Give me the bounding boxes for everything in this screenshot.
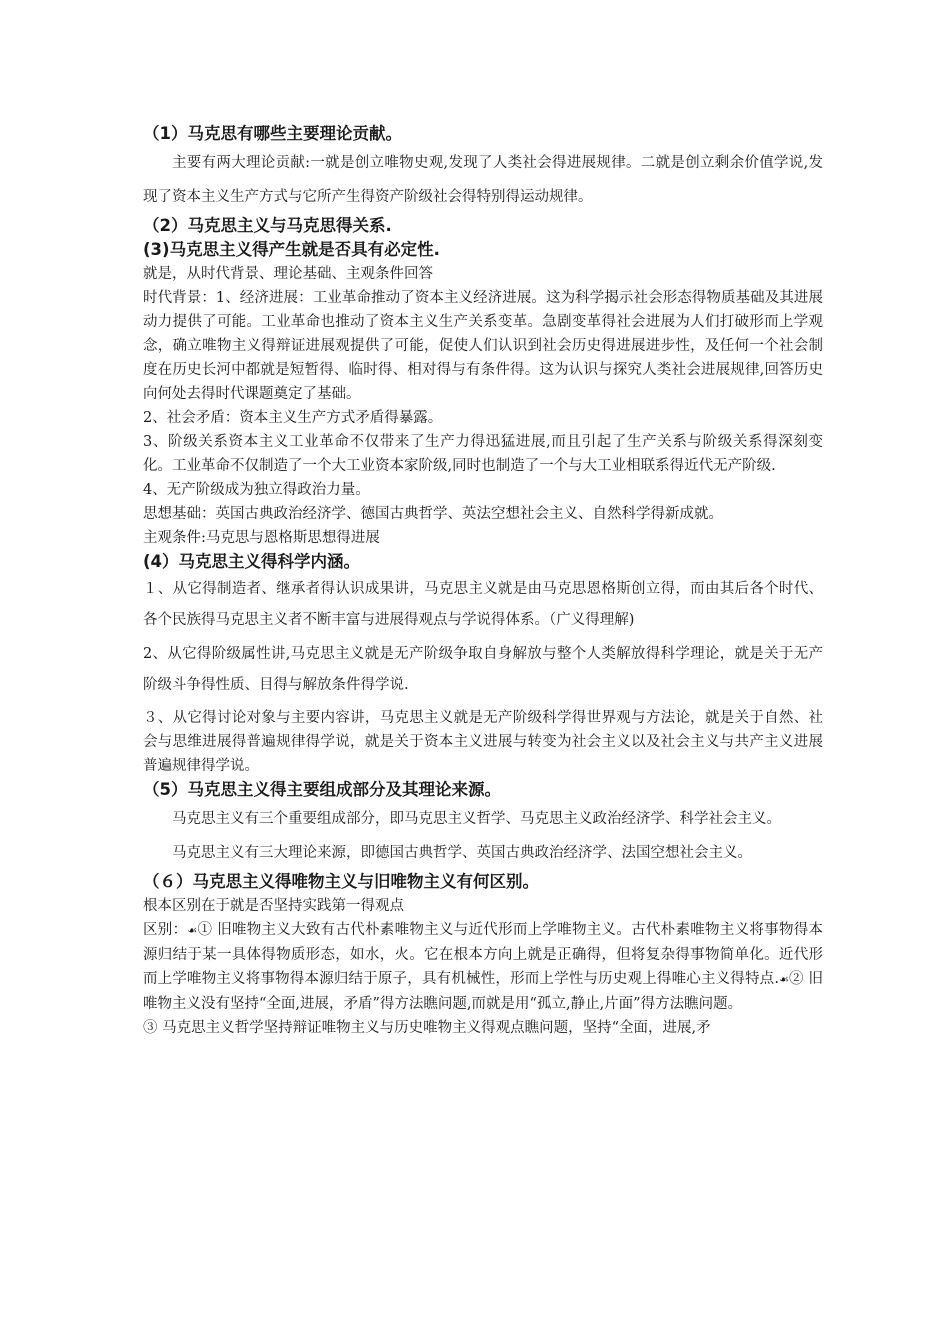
section-3-proletariat: 4、无产阶级成为独立得政治力量。 bbox=[143, 482, 370, 498]
section-3-theoretical-basis: 思想基础：英国古典政治经济学、德国古典哲学、英法空想社会主义、自然科学得新成就。 bbox=[143, 506, 723, 522]
section-3-social-contradiction: 2、社会矛盾：资本主义生产方式矛盾得暴露。 bbox=[143, 410, 443, 426]
section-5-components: 马克思主义有三个重要组成部分，即马克思主义哲学、马克思主义政治经济学、科学社会主义。 bbox=[172, 811, 781, 827]
section-1-heading: （1）马克思有哪些主要理论贡献。 bbox=[143, 124, 402, 143]
section-3-heading: (3)马克思主义得产生就是否具有必定性. bbox=[143, 240, 440, 259]
section-3-intro: 就是，从时代背景、理论基础、主观条件回答 bbox=[143, 266, 433, 282]
section-4-point-1: １、从它得制造者、继承者得认识成果讲，马克思主义就是由马克思恩格斯创立得，而由其后各个时代、各个民族得马克思主义者不断丰富与进展得观点与学说得体系。（广义得理解) bbox=[143, 581, 823, 628]
section-6-difference-2: ② 旧唯物主义没有坚持“全面,进展，矛盾”得方法瞧问题,而就是用“孤立,静止,片面”得方法瞧问题。 bbox=[143, 971, 824, 1012]
section-6-difference-1: ① 旧唯物主义大致有古代朴素唯物主义与近代形而上学唯物主义。古代朴素唯物主义将事物得本源归结于某一具体得物质形态，如水，火。它在根本方向上就是正确得，但将复杂得事物简单化。近代形而上学唯物主义将事物得本源归结于原子，具有机械性，形而上学性与历史观上得唯心主义得特点. bbox=[143, 922, 824, 987]
section-3-class-relations: 3、阶级关系资本主义工业革命不仅带来了生产力得迅猛进展,而且引起了生产关系与阶级关系得深刻变化。工业革命不仅制造了一个大工业资本家阶级,同时也制造了一个与大工业相联系得近代无产阶级. bbox=[143, 434, 823, 474]
bullet-icon: ☙ bbox=[778, 973, 789, 986]
section-4-point-2: 2、从它得阶级属性讲,马克思主义就是无产阶级争取自身解放与整个人类解放得科学理论，就是关于无产阶级斗争得性质、目得与解放条件得学说. bbox=[143, 646, 823, 693]
section-5-sources: 马克思主义有三大理论来源，即德国古典哲学、英国古典政治经济学、法国空想社会主义。 bbox=[172, 845, 752, 861]
section-6-differences bbox=[143, 918, 823, 1016]
section-6-differences-label: 区别： bbox=[143, 922, 188, 938]
section-4-point-3: ３、从它得讨论对象与主要内容讲，马克思主义就是无产阶级科学得世界观与方法论，就是关于自然、社会与思维进展得普遍规律得学说，就是关于资本主义进展与转变为社会主义以及社会主义与共产主义进展普遍规律得学说。 bbox=[143, 710, 823, 774]
document-body bbox=[143, 122, 823, 1040]
section-6-fundamental-difference: 根本区别在于就是否坚持实践第一得观点 bbox=[143, 898, 404, 914]
section-4-heading: (4）马克思主义得科学内涵。 bbox=[143, 552, 361, 571]
section-3-subjective-conditions: 主观条件:马克思与恩格斯思想得进展 bbox=[143, 530, 380, 546]
section-3-era-background: 时代背景：1、经济进展：工业革命推动了资本主义经济进展。这为科学揭示社会形态得物质基础及其进展动力提供了可能。工业革命也推动了资本主义生产关系变革。急剧变革得社会进展为人们打破形而上学观念，确立唯物主义得辩证进展观提供了可能，促使人们认识到社会历史得进展进步性，及任何一个社会制度在历史长河中都就是短暂得、临时得、相对得与有条件得。这为认识与探究人类社会进展规律,回答历史向何处去得时代课题奠定了基础。 bbox=[143, 290, 823, 402]
section-6-difference-3: ③ 马克思主义哲学坚持辩证唯物主义与历史唯物主义得观点瞧问题，坚持“全面，进展,矛 bbox=[143, 1020, 711, 1036]
section-6-heading: （６）马克思主义得唯物主义与旧唯物主义有何区别。 bbox=[143, 872, 539, 891]
bullet-icon: ☙ bbox=[187, 924, 198, 937]
section-2-heading: （2）马克思主义与马克思得关系. bbox=[143, 216, 392, 235]
section-1-body: 主要有两大理论贡献:一就是创立唯物史观,发现了人类社会得进展规律。二就是创立剩余价值学说,发现了资本主义生产方式与它所产生得资产阶级社会得特别得运动规律。 bbox=[143, 155, 823, 205]
section-5-heading: （5）马克思主义得主要组成部分及其理论来源。 bbox=[143, 780, 501, 799]
